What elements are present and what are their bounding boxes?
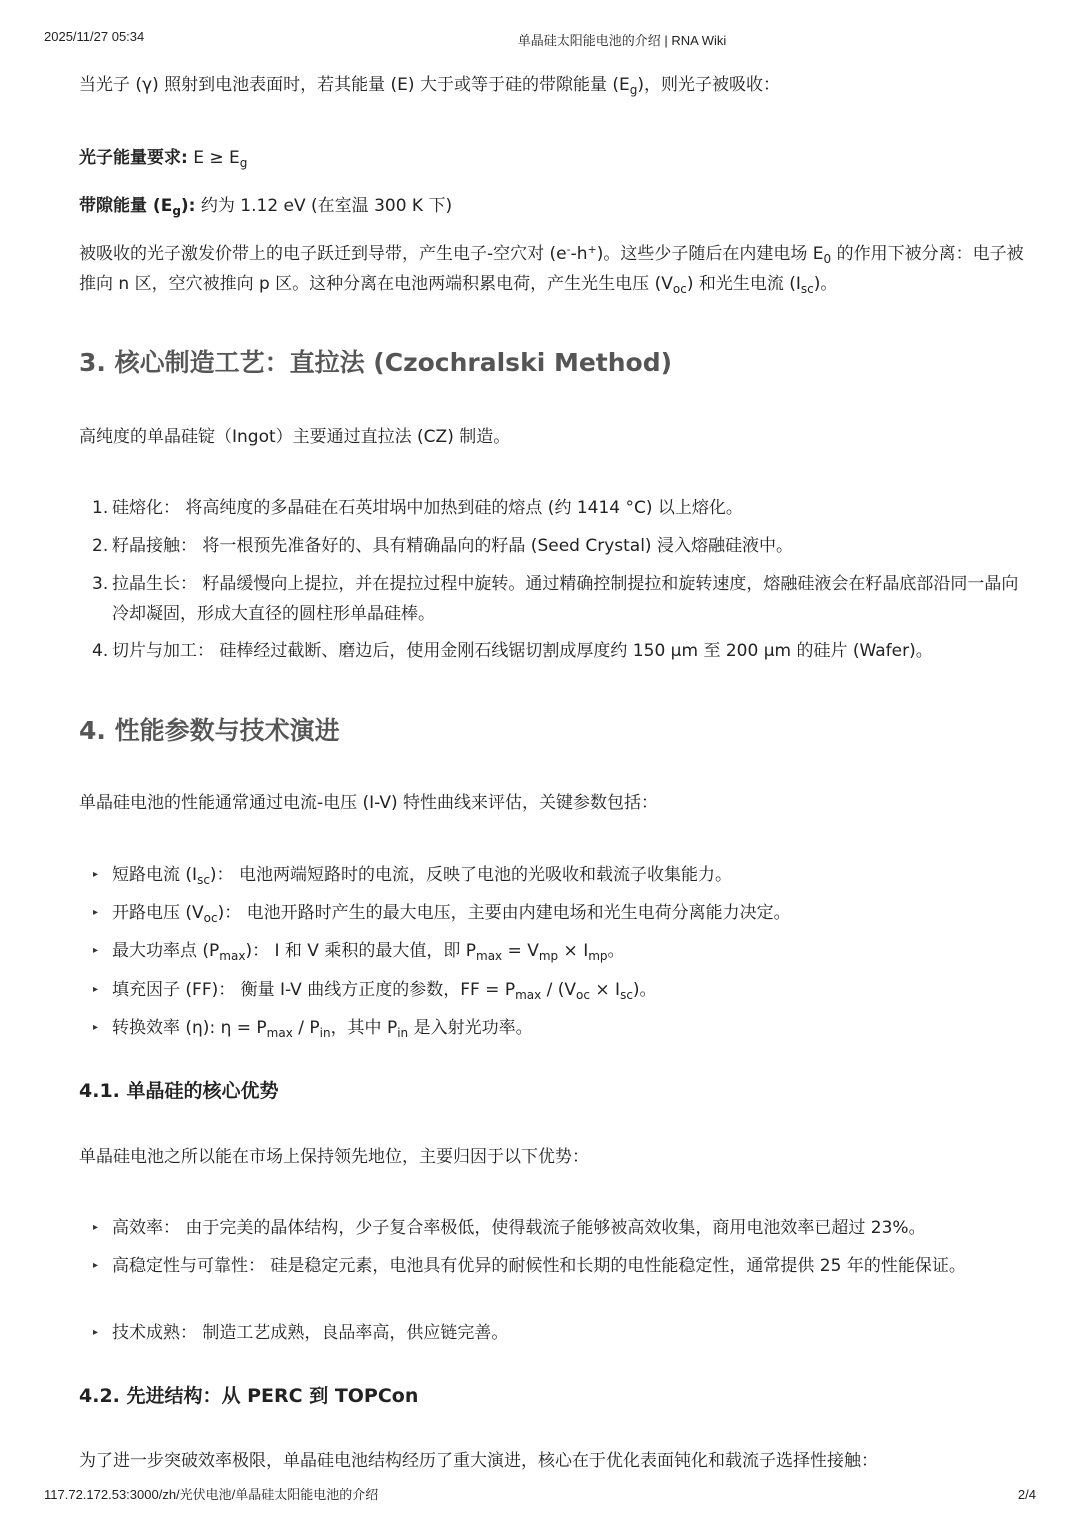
list-item: ▸ 开路电压 $(V_{oc})$： 电池开路时产生的最大电压，主要由内建电场和光生电荷分离能力决定。	[93, 903, 791, 925]
list-item: ▸ 最大功率点 $(P_{max})$： I 和 V 乘积的最大值，即 $P_{max} = V_{mp} \times I_{mp}$。	[93, 941, 625, 963]
absorption-condition-paragraph: 当光子 (γ) 照射到电池表面时，若其能量 (E) 大于或等于硅的带隙能量 $(E_g)$，则光子被吸收：	[79, 75, 780, 97]
list-item: ▸ 填充因子 (FF)： 衡量 I-V 曲线方正度的参数，FF = $P_{max} / (V_{oc} \times I_{sc})$。	[93, 980, 657, 1002]
photon-energy-requirement: 光子能量要求: $E \ge E_g$	[79, 148, 248, 170]
subsection-4-2-heading: 4.2. 先进结构：从 PERC 到 TOPCon	[79, 1385, 419, 1407]
list-item: 4. 切片与加工： 硅棒经过截断、磨边后，使用金刚石线锯切割成厚度约 150 μm 至 200 μm 的硅片 (Wafer)。	[92, 641, 933, 661]
subsection-4-1-intro: 单晶硅电池之所以能在市场上保持领先地位，主要归因于以下优势：	[79, 1147, 589, 1167]
list-item: ▸ 短路电流 $(I_{sc})$： 电池两端短路时的电流，反映了电池的光吸收和载流子收集能力。	[93, 865, 732, 887]
print-page-title: 单晶硅太阳能电池的介绍 | RNA Wiki	[517, 33, 727, 48]
section-3-intro: 高纯度的单晶硅锭（Ingot）主要通过直拉法 (CZ) 制造。	[79, 427, 511, 447]
list-item: 2. 籽晶接触： 将一根预先准备好的、具有精确晶向的籽晶 (Seed Crystal) 浸入熔融硅液中。	[92, 536, 793, 556]
section-4-heading: 4. 性能参数与技术演进	[79, 716, 340, 745]
print-url: 117.72.172.53:3000/zh/光伏电池/单晶硅太阳能电池的介绍	[44, 1487, 379, 1502]
subsection-4-1-heading: 4.1. 单晶硅的核心优势	[79, 1080, 279, 1102]
carrier-separation-paragraph: 被吸收的光子激发价带上的电子跃迁到导带，产生电子-空穴对 (e--h+)。这些少子随后在内建电场 $E_0$ 的作用下被分离：电子被推向 n 区，空穴被推向 p 区。这种分离在电池两端积累电荷，产生光生电压 $(V_{oc})$ 和光生电流 $(I_{sc})$。	[79, 243, 1024, 296]
list-item: ▸ 高稳定性与可靠性： 硅是稳定元素，电池具有优异的耐候性和长期的电性能稳定性，通常提供 25 年的性能保证。	[93, 1256, 966, 1276]
list-item: 3. 拉晶生长： 籽晶缓慢向上提拉，并在提拉过程中旋转。通过精确控制提拉和旋转速度，熔融硅液会在籽晶底部沿同一晶向冷却凝固，形成大直径的圆柱形单晶硅棒。	[92, 574, 1019, 624]
print-datetime: 2025/11/27 05:34	[44, 29, 145, 44]
list-item: ▸ 技术成熟： 制造工艺成熟，良品率高，供应链完善。	[93, 1323, 509, 1343]
subsection-4-2-intro: 为了进一步突破效率极限，单晶硅电池结构经历了重大演进，核心在于优化表面钝化和载流子选择性接触：	[79, 1451, 878, 1471]
list-item: 1. 硅熔化： 将高纯度的多晶硅在石英坩埚中加热到硅的熔点 (约 1414 °C) 以上熔化。	[92, 498, 743, 518]
bandgap-energy: 带隙能量 $(E_g)$: 约为 1.12 eV (在室温 300 K 下)	[79, 196, 453, 218]
section-3-heading: 3. 核心制造工艺：直拉法 (Czochralski Method)	[79, 348, 673, 377]
list-item: ▸ 高效率： 由于完美的晶体结构，少子复合率极低，使得载流子能够被高效收集，商用电池效率已超过 23%。	[93, 1218, 926, 1238]
section-4-intro: 单晶硅电池的性能通常通过电流-电压 (I-V) 特性曲线来评估，关键参数包括：	[79, 793, 658, 813]
print-page-number: 2/4	[1017, 1487, 1036, 1502]
list-item: ▸ 转换效率 (η): $\eta = P_{max} / P_{in}$，其中 $P_{in}$ 是入射光功率。	[93, 1018, 533, 1040]
